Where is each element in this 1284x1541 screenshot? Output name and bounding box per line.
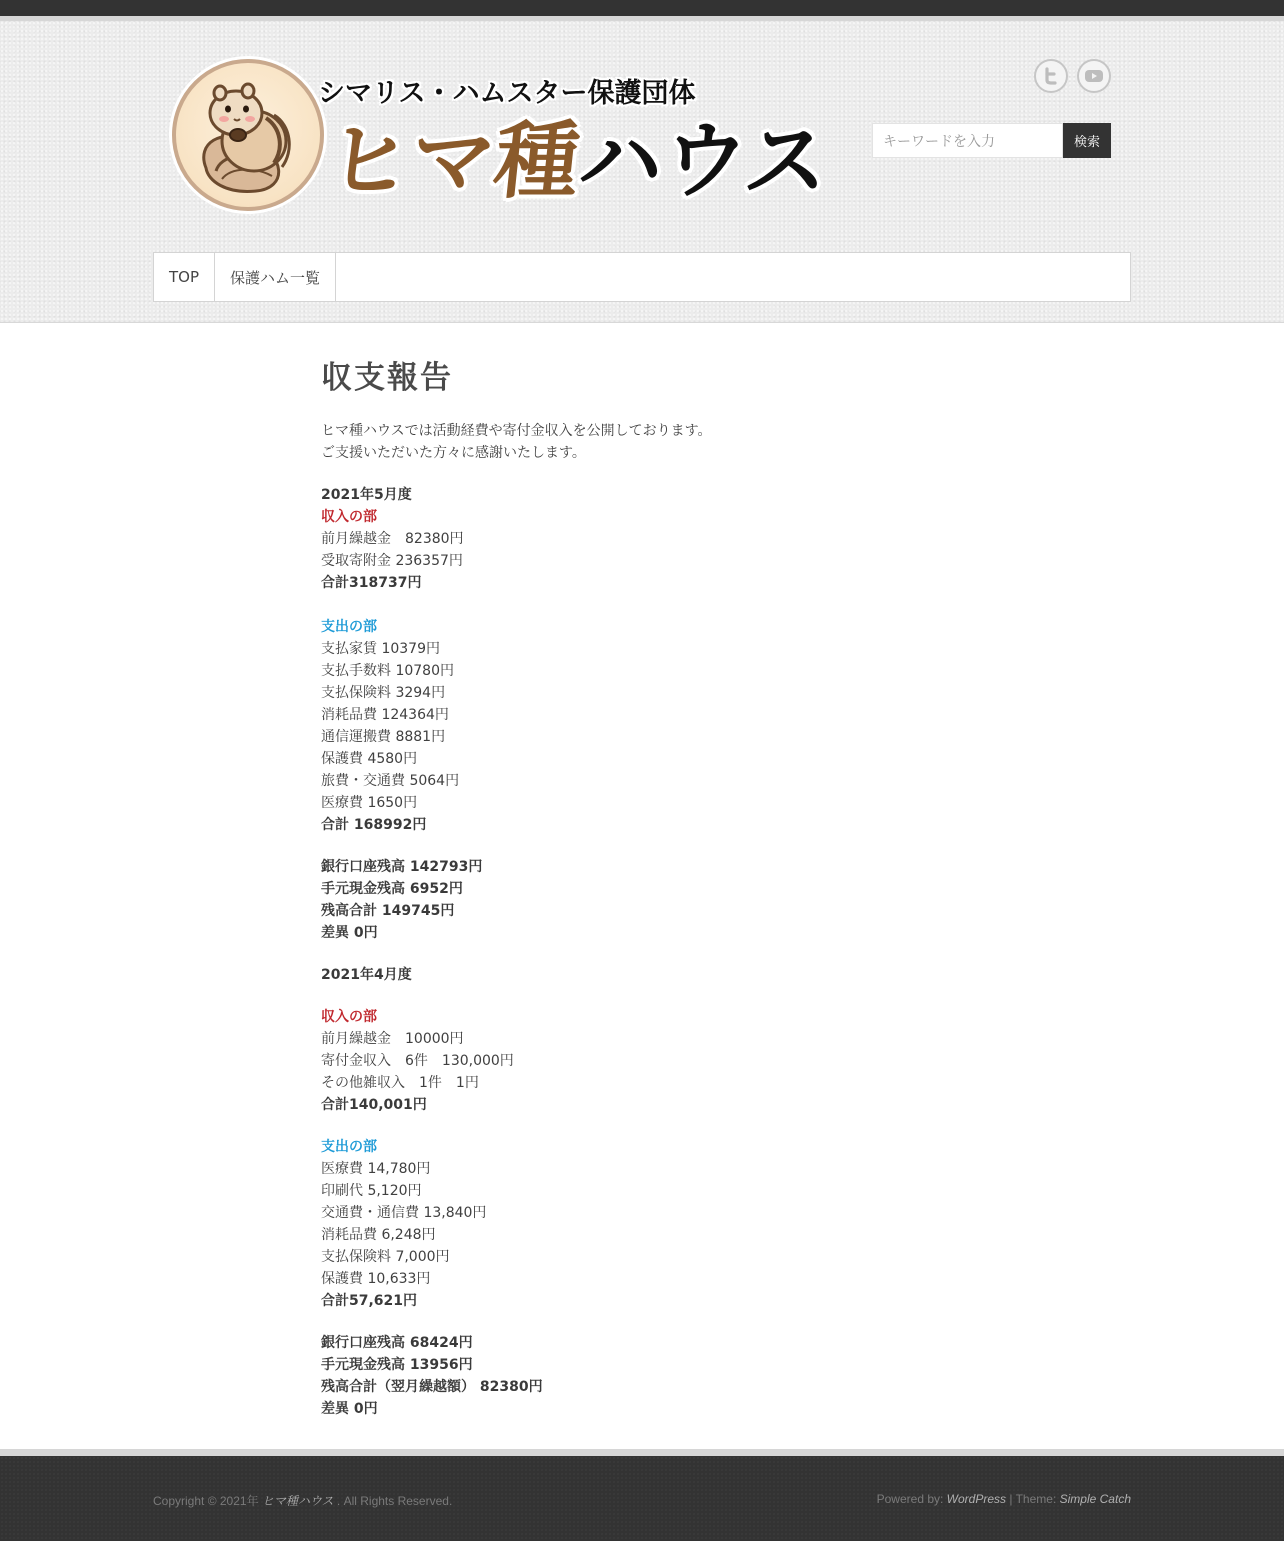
expense-total: 合計 168992円 — [321, 817, 427, 833]
balance-item: 差異 0円 — [321, 1401, 378, 1417]
intro-line: ヒマ種ハウスでは活動経費や寄付金収入を公開しております。 — [321, 423, 712, 439]
site-footer — [0, 1456, 1284, 1541]
wordpress-link[interactable]: WordPress — [946, 1492, 1007, 1506]
footer-credits — [877, 1492, 1131, 1506]
youtube-link[interactable] — [1077, 59, 1111, 93]
youtube-icon — [1084, 68, 1104, 84]
income-item: 前月繰越金 10000円 — [321, 1031, 464, 1047]
logo-subtitle: シマリス・ハムスター保護団体 — [318, 78, 696, 109]
balance-item: 銀行口座残高 142793円 — [321, 859, 483, 875]
expense-item: 交通費・通信費 13,840円 — [321, 1205, 487, 1221]
theme-link[interactable]: Simple Catch — [1059, 1492, 1131, 1506]
expense-item: 支払家賃 10379円 — [321, 641, 440, 657]
month-heading: 2021年4月度 — [321, 967, 412, 983]
nav-item-top[interactable]: TOP — [154, 253, 215, 301]
theme-prefix: | Theme: — [1009, 1492, 1057, 1506]
main-content — [321, 356, 961, 1420]
expense-total: 合計57,621円 — [321, 1293, 418, 1309]
balance-item: 手元現金残高 13956円 — [321, 1357, 473, 1373]
top-bar — [0, 0, 1284, 16]
footer-divider — [0, 1449, 1284, 1456]
footer-site-link[interactable]: ヒマ種ハウス — [261, 1494, 334, 1508]
page-title: 収支報告 — [321, 360, 453, 396]
income-label: 収入の部 — [321, 509, 377, 525]
expense-item: 消耗品費 6,248円 — [321, 1227, 436, 1243]
logo-title-part1: ヒマ種 — [321, 112, 585, 210]
site-logo-link[interactable] — [172, 59, 834, 215]
expense-item: 支払保険料 3294円 — [321, 685, 446, 701]
search-input[interactable] — [872, 123, 1063, 158]
twitter-link[interactable] — [1034, 59, 1068, 93]
logo-title-part2: ハウス — [573, 112, 834, 210]
expense-label: 支出の部 — [321, 1139, 377, 1155]
expense-item: 医療費 14,780円 — [321, 1161, 431, 1177]
copyright-suffix: . All Rights Reserved. — [336, 1494, 453, 1508]
balance-item: 残高合計 149745円 — [321, 903, 455, 919]
intro-line: ご支援いただいた方々に感謝いたします。 — [321, 445, 586, 461]
income-item: 寄付金収入 6件 130,000円 — [321, 1053, 514, 1069]
main-nav — [153, 252, 1131, 302]
expense-item: 消耗品費 124364円 — [321, 707, 449, 723]
powered-prefix: Powered by: — [876, 1492, 944, 1506]
expense-item: 医療費 1650円 — [321, 795, 418, 811]
logo-title — [322, 111, 834, 211]
balance-item: 差異 0円 — [321, 925, 378, 941]
expense-item: 通信運搬費 8881円 — [321, 729, 446, 745]
income-label: 収入の部 — [321, 1009, 377, 1025]
expense-item: 保護費 4580円 — [321, 751, 418, 767]
balance-item: 手元現金残高 6952円 — [321, 881, 463, 897]
expense-item: 旅費・交通費 5064円 — [321, 773, 460, 789]
chipmunk-icon — [176, 63, 320, 207]
month-heading: 2021年5月度 — [321, 487, 412, 503]
nav-item-rescue-list[interactable]: 保護ハム一覧 — [215, 253, 336, 301]
twitter-icon — [1042, 67, 1060, 85]
site-header — [0, 21, 1284, 323]
income-total: 合計318737円 — [321, 575, 422, 591]
expense-item: 支払手数料 10780円 — [321, 663, 454, 679]
logo-chipmunk-image — [172, 59, 324, 211]
footer-copyright — [153, 1492, 452, 1509]
copyright-prefix: Copyright © 2021年 — [153, 1494, 259, 1508]
expense-item: 支払保険料 7,000円 — [321, 1249, 450, 1265]
expense-label: 支出の部 — [321, 619, 377, 635]
intro-text — [321, 420, 961, 464]
income-total: 合計140,001円 — [321, 1097, 427, 1113]
expense-item: 保護費 10,633円 — [321, 1271, 431, 1287]
balance-item: 残高合計（翌月繰越額） 82380円 — [321, 1379, 543, 1395]
income-item: その他雑収入 1件 1円 — [321, 1075, 479, 1091]
income-item: 受取寄附金 236357円 — [321, 553, 463, 569]
search-button[interactable]: 検索 — [1063, 123, 1111, 158]
expense-item: 印刷代 5,120円 — [321, 1183, 422, 1199]
income-item: 前月繰越金 82380円 — [321, 531, 464, 547]
balance-item: 銀行口座残高 68424円 — [321, 1335, 473, 1351]
